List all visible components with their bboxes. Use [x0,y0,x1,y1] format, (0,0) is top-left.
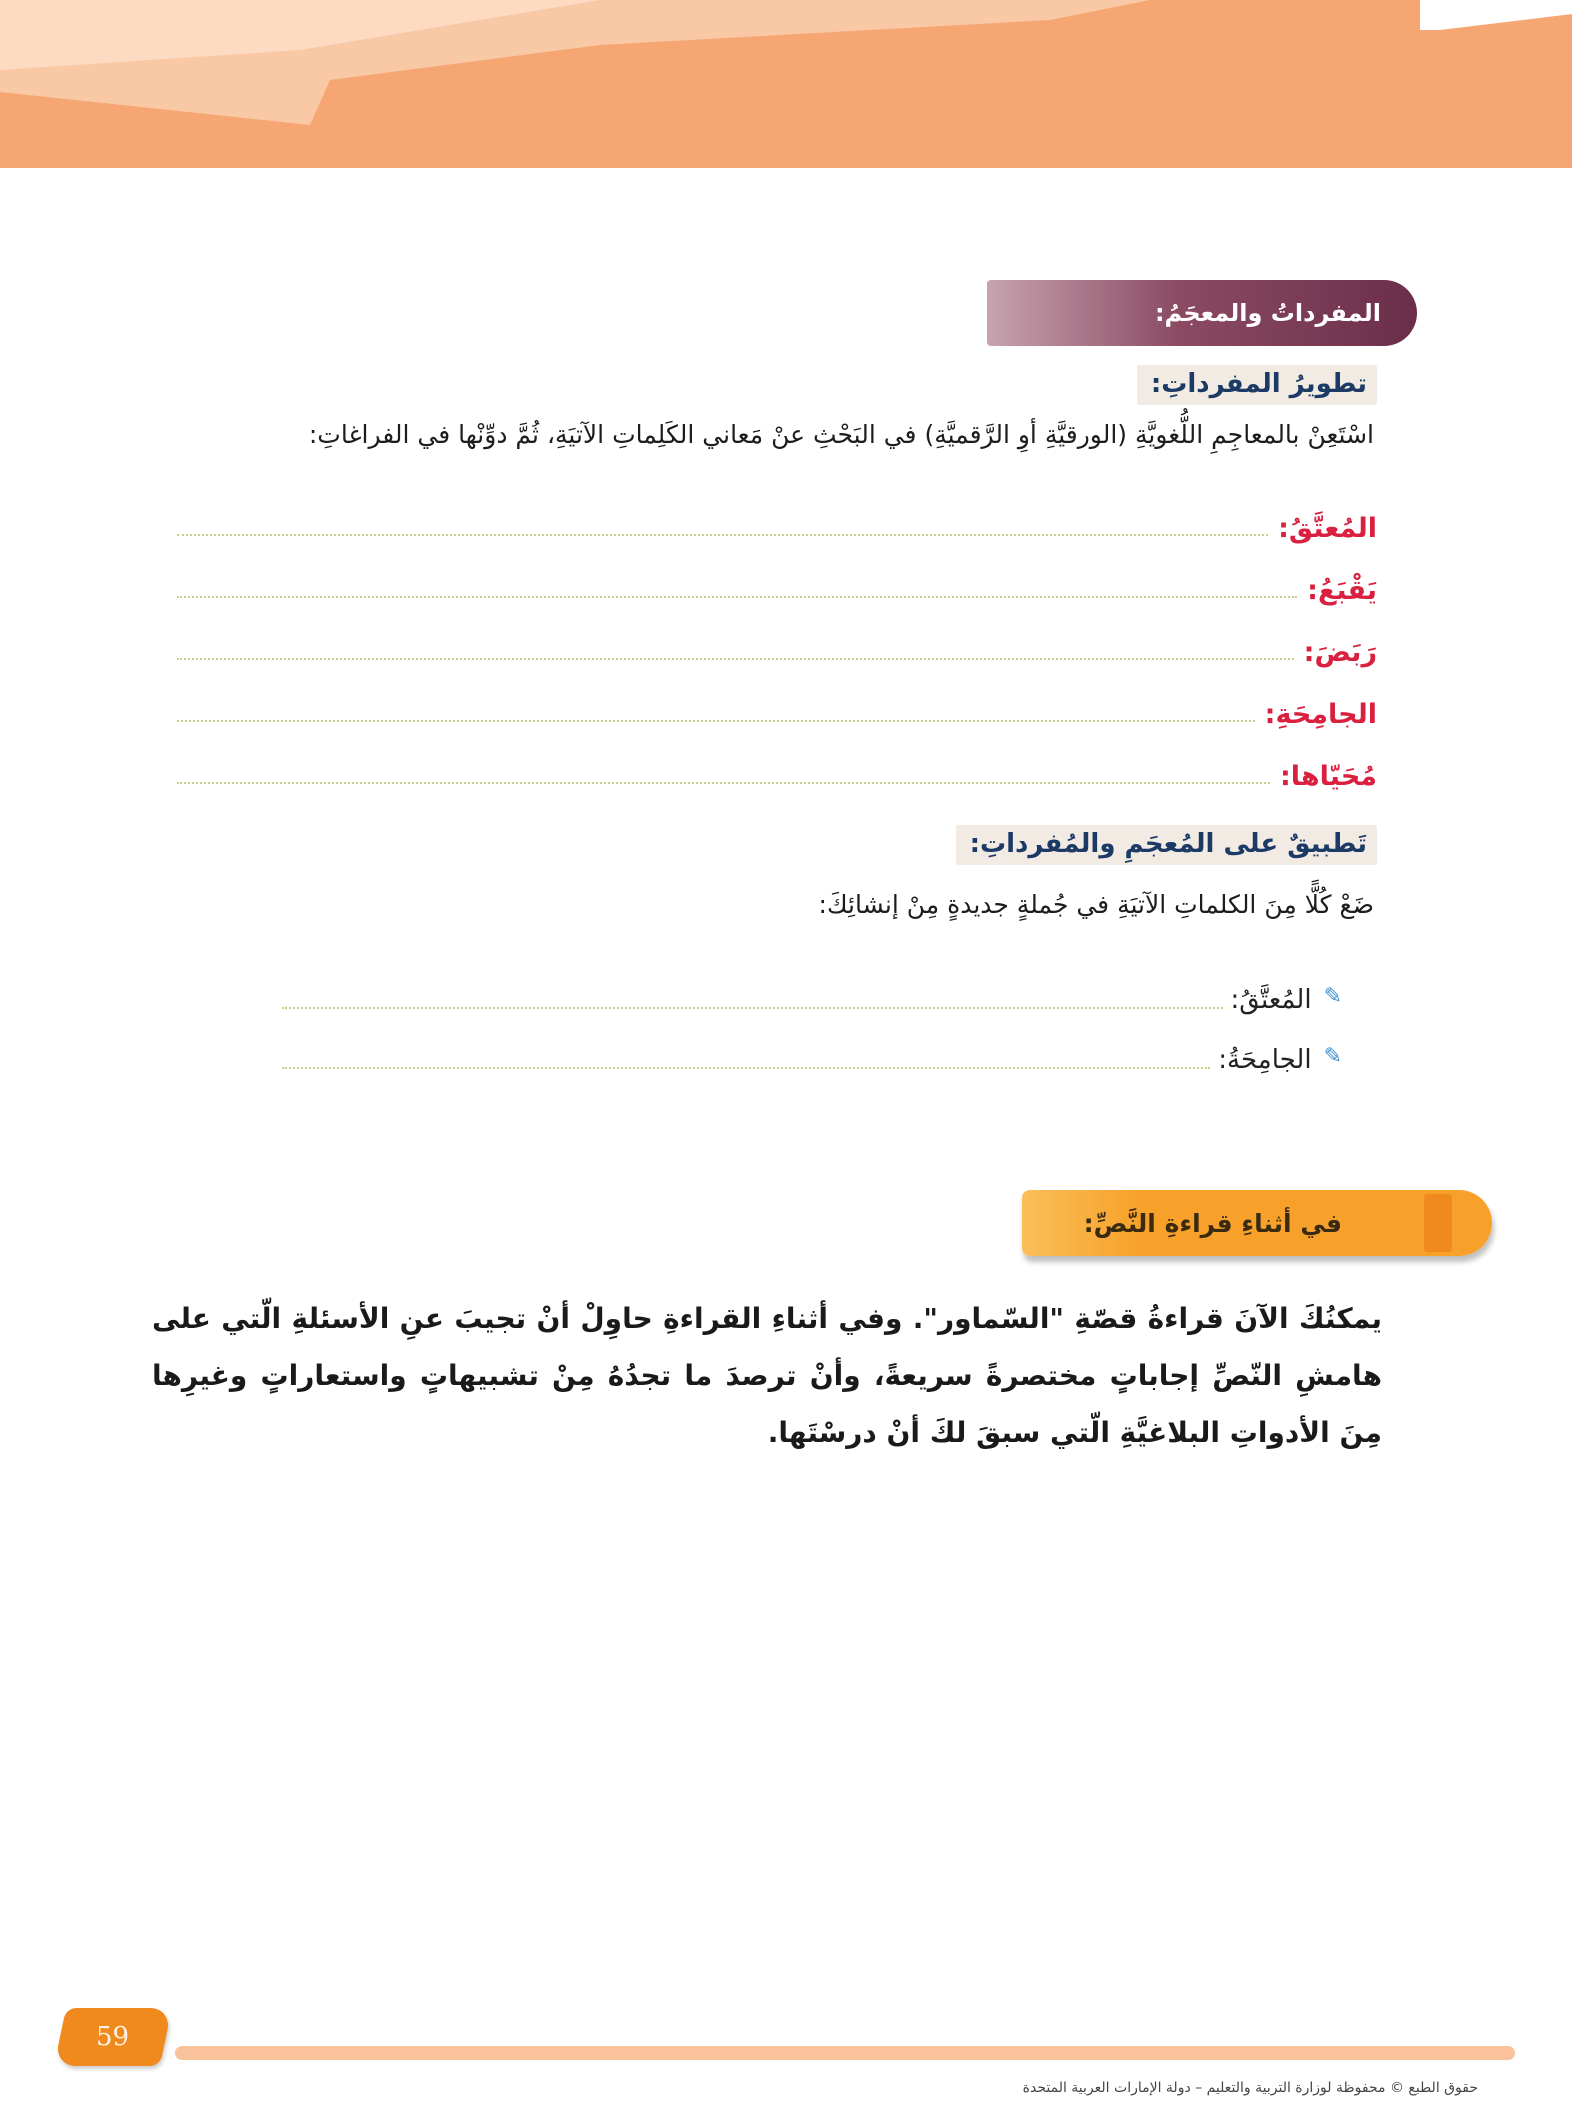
reading-instructions-paragraph: يمكنُكَ الآنَ قراءةُ قصّةِ "السّماور". وفي أثناءِ القراءةِ حاوِلْ أنْ تجيبَ عنِ الأسئلةِ الّتي على هامشِ النّصِّ إجاباتٍ مختصرةً سريعةً، وأنْ ترصدَ ما تجدُهُ مِنْ تشبيهاتٍ واستعاراتٍ وغيرِها مِنَ الأدواتِ البلاغيَّةِ الّتي سبقَ لكَ أنْ درسْتَها. [152,1302,1382,1449]
page-number: 59 [96,2022,130,2052]
vocab-row[interactable] [177,544,1377,606]
apply-word: الجامِحَةُ: [1218,1045,1312,1075]
develop-vocabulary-heading: تطويرُ المفرداتِ: [1137,365,1377,405]
reading-header-accent [1424,1194,1452,1252]
apply-vocabulary-instruction: ضَعْ كُلًّا مِنَ الكلماتِ الآتيَةِ في جُملةٍ جديدةٍ مِنْ إنشائِكَ: [818,890,1374,919]
vocab-row[interactable] [177,482,1377,544]
vocabulary-word-list [177,482,1377,792]
vocab-row[interactable] [177,668,1377,730]
apply-vocabulary-heading: تَطبيقٌ على المُعجَمِ والمُفرداتِ: [956,825,1377,865]
answer-line[interactable] [177,534,1268,536]
answer-line[interactable] [282,1007,1223,1009]
pencil-icon: ✎ [1323,1044,1342,1069]
copyright-notice: حقوق الطبع © محفوظة لوزارة التربية والتعليم – دولة الإمارات العربية المتحدة [1022,2080,1478,2096]
apply-row[interactable] [282,955,1342,1015]
answer-line[interactable] [177,720,1255,722]
vocabulary-section-header [987,280,1417,346]
answer-line[interactable] [177,782,1270,784]
apply-word-list [282,955,1342,1075]
vocab-word: مُحَيّاها: [1280,761,1377,792]
page-number-badge [54,2008,172,2066]
vocab-word: المُعتَّقُ: [1278,513,1377,544]
apply-row[interactable] [282,1015,1342,1075]
apply-word: المُعتَّقُ: [1230,985,1312,1015]
develop-vocabulary-instruction: اسْتَعِنْ بالمعاجِمِ اللُّغويَّةِ (الورقيَّةِ أوِ الرَّقميَّةِ) في البَحْثِ عنْ مَعاني الكَلِماتِ الآتيَةِ، ثُمَّ دوِّنْها في الفراغاتِ: [308,420,1374,449]
vocab-word: يَقْبَعُ: [1307,575,1377,606]
vocab-row[interactable] [177,730,1377,792]
footer-bar [175,2046,1515,2060]
reading-section-title: في أثناءِ قراءةِ النَّصِّ: [1083,1208,1342,1238]
answer-line[interactable] [177,658,1294,660]
pencil-icon: ✎ [1323,984,1342,1009]
vocabulary-section-title: المفرداتُ والمعجَمُ: [1154,299,1381,327]
top-banner [0,0,1572,168]
reading-section-header [1022,1190,1492,1256]
answer-line[interactable] [282,1067,1210,1069]
answer-line[interactable] [177,596,1297,598]
vocab-word: رَبَضَ: [1303,637,1377,668]
vocab-row[interactable] [177,606,1377,668]
vocab-word: الجامِحَةِ: [1264,699,1377,730]
